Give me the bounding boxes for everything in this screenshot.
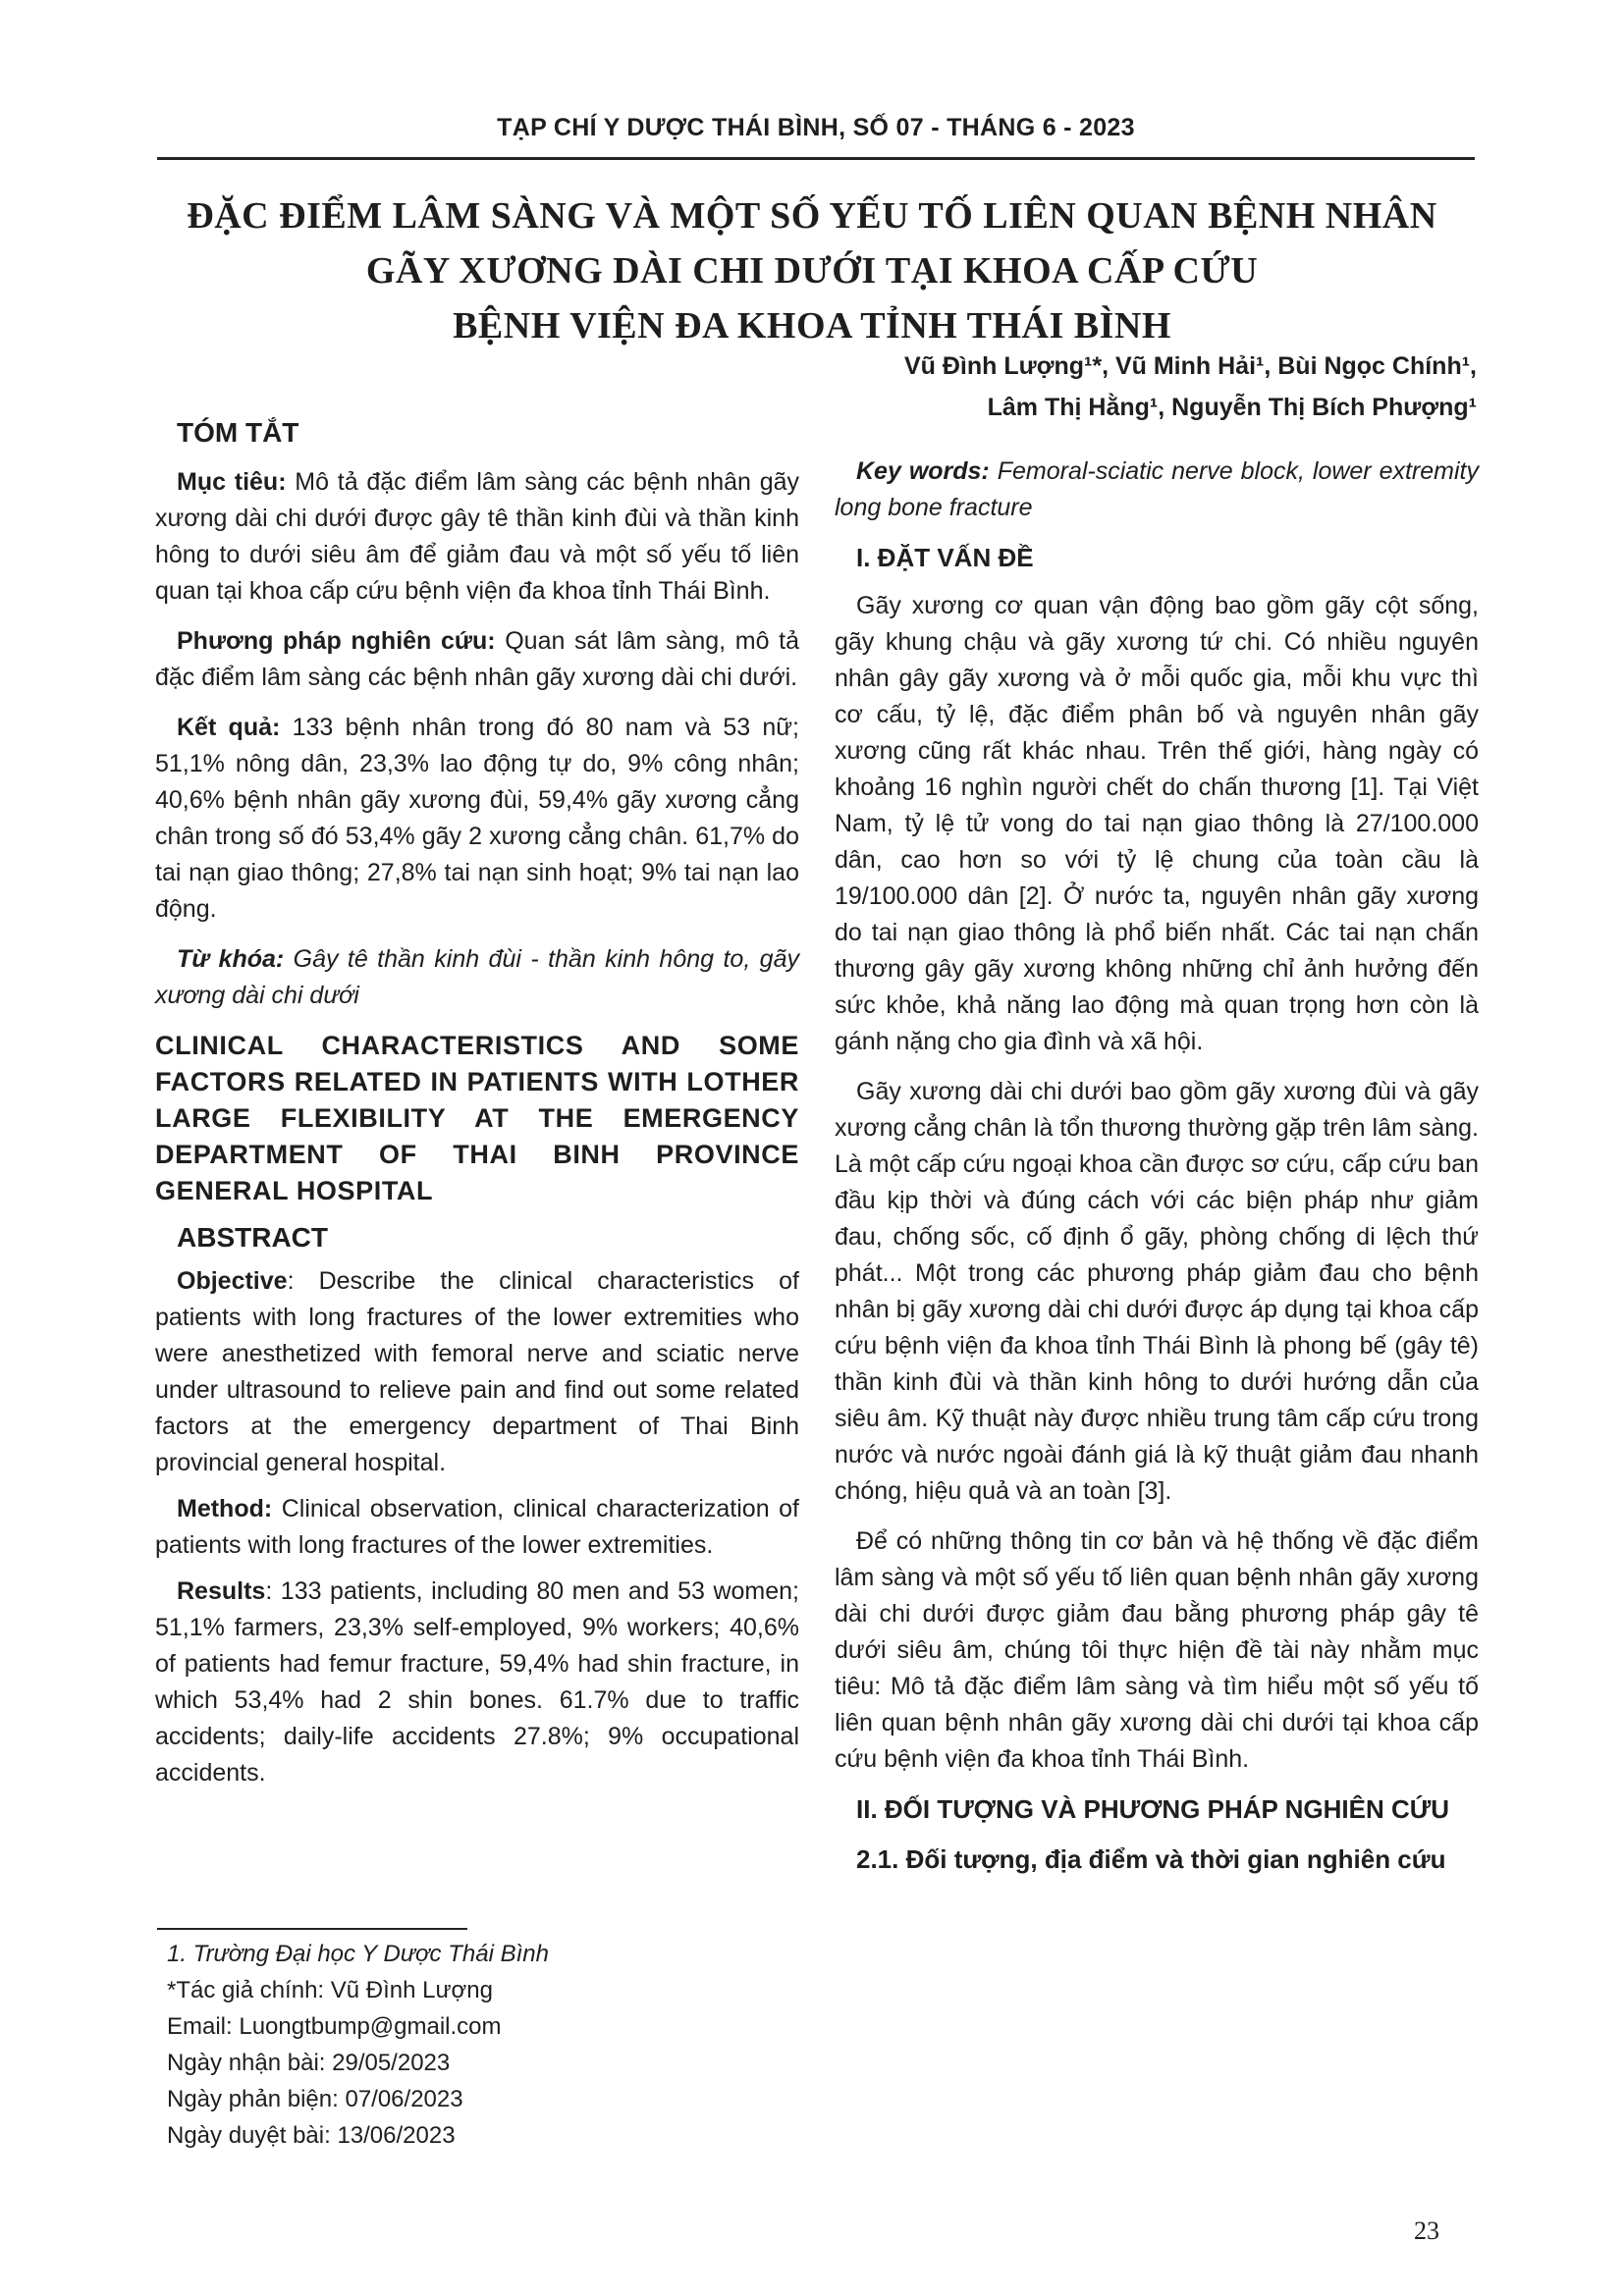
method-vi-text: Quan sát lâm sàng, mô tả đặc điểm lâm sàng các bệnh nhân gãy xương dài chi dưới. <box>155 627 799 691</box>
footnote-affiliation-text: 1. Trường Đại học Y Dược Thái Bình <box>167 1941 549 1967</box>
footnote-accepted: Ngày duyệt bài: 13/06/2023 <box>167 2122 456 2149</box>
intro-paragraph-2: Gãy xương dài chi dưới bao gồm gãy xương đùi và gãy xương cẳng chân là tổn thương thường gặp trên lâm sàng. Là một cấp cứu ngoại khoa cần được sơ cứu, cấp cứu ban đầu kịp thời và đúng cách với các biện pháp như giảm đau, chống sốc, cố định ổ gãy, phòng chống di lệch thứ phát... Một trong các phương pháp giảm đau cho bệnh nhân bị gãy xương dài chi dưới được áp dụng tại khoa cấp cứu bệnh viện đa khoa tỉnh Thái Bình là phong bế (gây tê) thần kinh đùi và thần kinh hông to dưới hướng dẫn của siêu âm. Kỹ thuật này được nhiều trung tâm cấp cứu trong nước và nước ngoài đánh giá là kỹ thuật giảm đau nhanh chóng, hiệu quả và an toàn [3]. <box>835 1078 1479 1505</box>
footnote-corresponding: *Tác giả chính: Vũ Đình Lượng <box>167 1977 493 2003</box>
keywords-vi-label: Từ khóa: <box>177 945 285 973</box>
right-column <box>835 454 1479 1878</box>
method-en <box>155 1491 799 1564</box>
title-line-1: ĐẶC ĐIỂM LÂM SÀNG VÀ MỘT SỐ YẾU TỐ LIÊN QUAN BỆNH NHÂN <box>187 195 1437 237</box>
objective-en-label: Objective <box>177 1267 288 1295</box>
section-2-1-heading: 2.1. Đối tượng, địa điểm và thời gian nghiên cứu <box>856 1844 1446 1874</box>
keywords-en <box>835 454 1479 526</box>
abstract-heading: ABSTRACT <box>177 1222 328 1253</box>
footnotes <box>167 1936 549 2154</box>
objective-vi-text: Mô tả đặc điểm lâm sàng các bệnh nhân gãy xương dài chi dưới được gây tê thần kinh đùi và thần kinh hông to dưới siêu âm để giảm đau và một số yếu tố liên quan tại khoa cấp cứu bệnh viện đa khoa tỉnh Thái Bình. <box>155 468 800 605</box>
author-list <box>770 346 1477 428</box>
results-en-label: Results <box>177 1577 266 1605</box>
footnote-received: Ngày nhận bài: 29/05/2023 <box>167 2050 451 2076</box>
article-title <box>147 188 1477 353</box>
method-en-text: Clinical observation, clinical characterization of patients with long fractures of the lower extremities. <box>155 1495 799 1559</box>
method-vi-label: Phương pháp nghiên cứu: <box>177 627 496 655</box>
results-vi <box>155 710 799 928</box>
authors-line-2: Lâm Thị Hằng¹, Nguyễn Thị Bích Phượng¹ <box>987 394 1477 421</box>
intro-paragraph-3: Để có những thông tin cơ bản và hệ thống về đặc điểm lâm sàng và một số yếu tố liên quan bệnh nhân gãy xương dài chi dưới được giảm đau bằng phương pháp gây tê dưới siêu âm, chúng tôi thực hiện đề tài này nhằm mục tiêu: Mô tả đặc điểm lâm sàng và tìm hiểu một số yếu tố liên quan bệnh nhân gãy xương dài chi dưới tại khoa cấp cứu bệnh viện đa khoa tỉnh Thái Bình. <box>835 1527 1479 1773</box>
method-en-label: Method: <box>177 1495 273 1522</box>
keywords-en-label: Key words: <box>856 457 990 485</box>
objective-en-text: : Describe the clinical characteristics of patients with long fractures of the lower extremities who were anesthetized with femoral nerve and sciatic nerve under ultrasound to relieve pain and find out some related factors at the emergency department of Thai Binh provincial general hospital. <box>155 1267 799 1476</box>
objective-en <box>155 1263 799 1481</box>
results-en <box>155 1574 799 1791</box>
objective-vi <box>155 464 799 610</box>
english-title: CLINICAL CHARACTERISTICS AND SOME FACTORS RELATED IN PATIENTS WITH LOTHER LARGE FLEXIBILITY AT THE EMERGENCY DEPARTMENT OF THAI BINH PROVINCE GENERAL HOSPITAL <box>155 1031 799 1205</box>
footnote-reviewed: Ngày phản biện: 07/06/2023 <box>167 2086 463 2112</box>
results-vi-text: 133 bệnh nhân trong đó 80 nam và 53 nữ; 51,1% nông dân, 23,3% lao động tự do, 9% công nhân; 40,6% bệnh nhân gãy xương đùi, 59,4% gãy xương cẳng chân trong số đó 53,4% gãy 2 xương cẳng chân. 61,7% do tai nạn giao thông; 27,8% tai nạn sinh hoạt; 9% tai nạn lao động. <box>155 714 799 923</box>
method-vi <box>155 623 799 696</box>
objective-vi-label: Mục tiêu: <box>177 468 287 496</box>
title-line-3: BỆNH VIỆN ĐA KHOA TỈNH THÁI BÌNH <box>453 305 1171 347</box>
footnote-email: Email: Luongtbump@gmail.com <box>167 2013 502 2040</box>
keywords-en-text: Femoral-sciatic nerve block, lower extremity long bone fracture <box>835 457 1479 521</box>
keywords-vi <box>155 941 799 1014</box>
results-vi-label: Kết quả: <box>177 714 281 741</box>
authors-line-1: Vũ Đình Lượng¹*, Vũ Minh Hải¹, Bùi Ngọc Chính¹, <box>903 352 1477 380</box>
footnote-rule <box>157 1928 467 1930</box>
tomtat-heading: TÓM TẮT <box>177 417 299 448</box>
page-number: 23 <box>1414 2216 1439 2245</box>
left-column <box>155 402 799 1805</box>
keywords-vi-text: Gây tê thần kinh đùi - thần kinh hông to, gãy xương dài chi dưới <box>155 945 799 1009</box>
header-rule <box>157 157 1475 160</box>
footnote-affiliation <box>167 1936 549 1972</box>
section-2-heading: II. ĐỐI TƯỢNG VÀ PHƯƠNG PHÁP NGHIÊN CỨU <box>856 1794 1450 1824</box>
journal-header: TẠP CHÍ Y DƯỢC THÁI BÌNH, SỐ 07 - THÁNG 6 - 2023 <box>497 114 1135 141</box>
section-1-heading: I. ĐẶT VẤN ĐỀ <box>856 543 1034 572</box>
intro-paragraph-1: Gãy xương cơ quan vận động bao gồm gãy cột sống, gãy khung chậu và gãy xương tứ chi. Có nhiều nguyên nhân gây gãy xương và ở mỗi quốc gia, mỗi khu vực thì cơ cấu, tỷ lệ, đặc điểm phân bố và nguyên nhân gãy xương cũng rất khác nhau. Trên thế giới, hàng ngày có khoảng 16 nghìn người chết do chấn thương [1]. Tại Việt Nam, tỷ lệ tử vong do tai nạn giao thông là 27/100.000 dân, cao hơn so với tỷ lệ chung của toàn cầu là 19/100.000 dân [2]. Ở nước ta, nguyên nhân gãy xương do tai nạn giao thông là phổ biến nhất. Các tai nạn chấn thương gây gãy xương không những chỉ ảnh hưởng đến sức khỏe, khả năng lao động mà quan trọng hơn còn là gánh nặng cho gia đình và xã hội. <box>835 592 1479 1055</box>
results-en-text: : 133 patients, including 80 men and 53 women; 51,1% farmers, 23,3% self-employed, 9% workers; 40,6% of patients had femur fracture, 59,4% had shin fracture, in which 53,4% had 2 shin bones. 61.7% due to traffic accidents; daily-life accidents 27.8%; 9% occupational accidents. <box>155 1577 799 1787</box>
title-line-2: GÃY XƯƠNG DÀI CHI DƯỚI TẠI KHOA CẤP CỨU <box>365 250 1259 292</box>
